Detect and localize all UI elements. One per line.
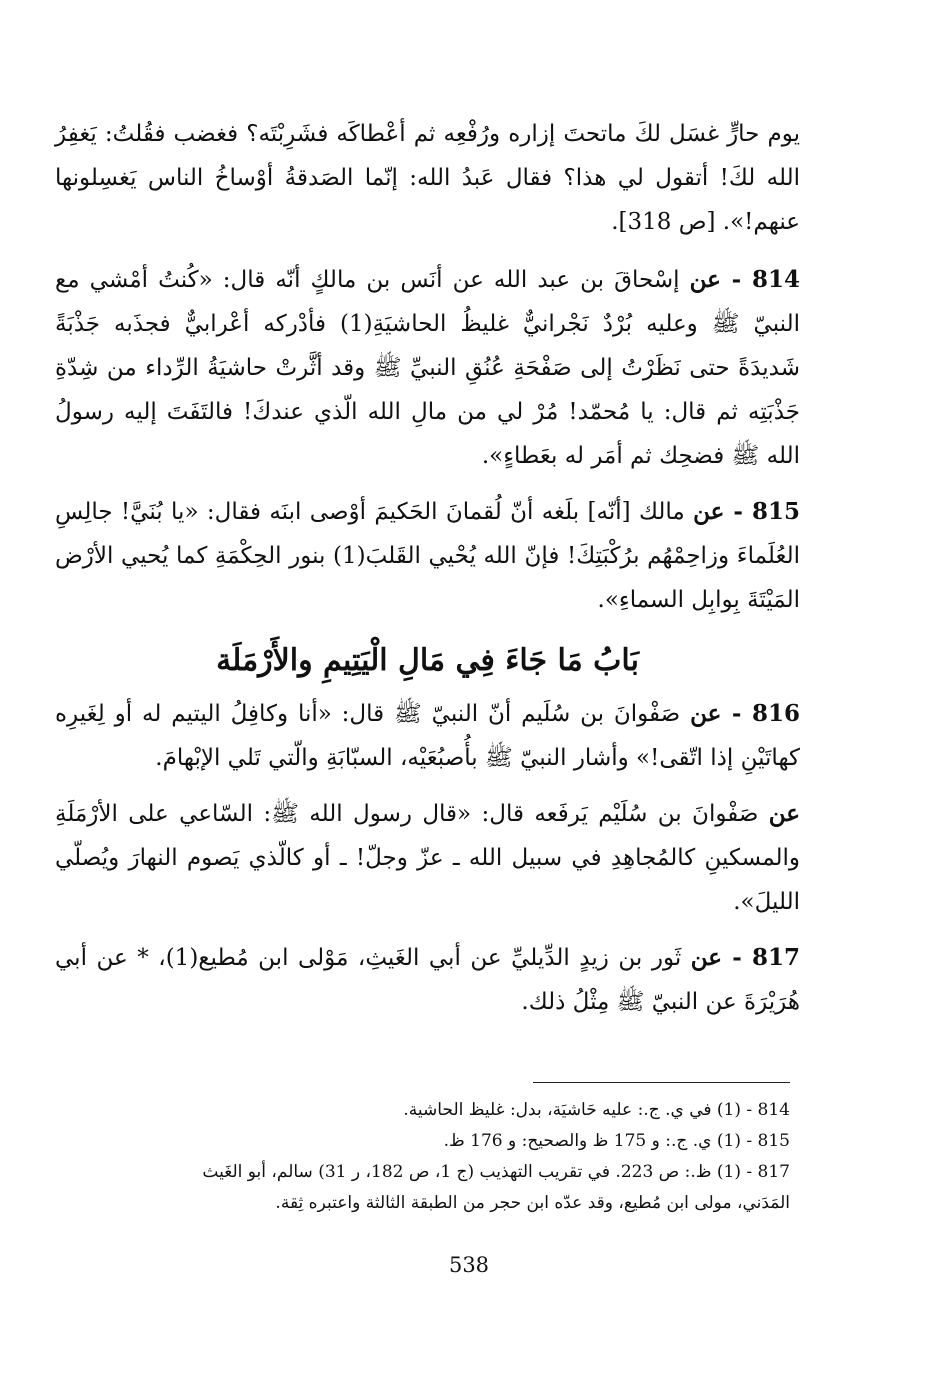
hadith-text: ثَور بن زيدٍ الدِّيليِّ عن أبي الغَيثِ، مَوْلى ابن مُطيع(1)، * عن أبي هُرَيْرَةَ عن النبيّ ﷺ مِثْلُ ذلك. [55, 945, 800, 1015]
hadith-text: مالك [أنّه] بلَغه أنّ لُقمانَ الحَكيمَ أوْصى ابنَه فقال: «يا بُنَيَّ! جالِسِ العُلَماءَ وزاحِمْهُم برُكْبَتِكَ! فإنّ الله يُحْيي القَلبَ(1) بنور الحِكْمَةِ كما يُحيي الأرْض المَيْتَةَ بِوابِل السماءِ». [55, 499, 800, 613]
hadith-lead: - عن [689, 266, 752, 293]
hadith-text: صَفْوانَ بن سُلَيْم يَرفَعه قال: «قال رسول الله ﷺ: السّاعي على الأرْمَلَةِ والمسكينِ كالمُجاهِدِ في سبيل الله ـ عزّ وجلّ! ـ أو كالّذي يَصوم النهارَ ويُصلّي الليلَ». [55, 801, 800, 915]
hadith-number: 816 [751, 700, 800, 727]
footnote-815: 815 - (1) ي. ج.: و 175 ظ والصحيح: و 176 ظ. [443, 1131, 790, 1151]
hadith-number: 817 [752, 944, 801, 971]
footnote-817: 817 - (1) ظ.: ص 223. في تقريب التهذيب (ج 1، ص 182، ر 31) سالم، أبو الغَيث [202, 1162, 790, 1182]
hadith-814 [55, 258, 800, 478]
hadith-lead: - عن [690, 700, 752, 727]
hadith-lead: - عن [690, 944, 752, 971]
footnote-separator [533, 1082, 790, 1083]
footnote-817-continuation: المَدَني، مولى ابن مُطيع، وقد عدّه ابن حجر من الطبقة الثالثة واعتبره ثِقة. [275, 1193, 790, 1213]
footnote-814: 814 - (1) في ي. ج.: عليه حَاشيَة، بدل: غليظ الحاشية. [403, 1100, 790, 1120]
page-body [55, 112, 800, 1036]
hadith-text: صَفْوانَ بن سُلَيم أنّ النبيّ ﷺ قال: «أنا وكافِلُ اليتيم له أو لِغَيرِه كهاتَيْنِ إذا اتّقى!» وأشار النبيّ ﷺ بأُصبُعَيْه، السبّابَةِ والّتي تَلي الإبْهامَ. [55, 701, 800, 771]
page-number: 538 [448, 1253, 490, 1277]
hadith-number: 815 [751, 498, 800, 525]
hadith-lead: - عن [693, 498, 752, 525]
chapter-heading: بَابُ مَا جَاءَ فِي مَالِ الْيَتِيمِ والأَرْمَلَة [216, 643, 639, 678]
hadith-lead: عن [768, 800, 800, 827]
hadith-number: 814 [751, 266, 800, 293]
hadith-817 [55, 936, 800, 1024]
footnotes [120, 1095, 790, 1219]
hadith-816-variant [55, 792, 800, 924]
paragraph-continuation: يوم حارٍّ غسَل لكَ ماتحتَ إزاره ورُفْعِه ثم أعْطاكَه فشَرِبْتَه؟ فغضب فقُلتُ: يَغفِرُ الله لكَ! أتقول لي هذا؟ فقال عَبدُ الله: إنّما الصَدقةُ أوْساخُ الناس يَغسِلونها عنهم!». [ص 318]. [55, 121, 800, 235]
hadith-815 [55, 490, 800, 622]
hadith-816 [55, 692, 800, 780]
hadith-text: إسْحاقَ بن عبد الله عن أنَس بن مالكٍ أنّه قال: «كُنتُ أمْشي مع النبيّ ﷺ وعليه بُرْدٌ نَجْرانيٌّ غليظُ الحاشيَةِ(1) فأدْركه أعْرابيٌّ فجذَبه جَذْبَةً شَديدَةً حتى نَظَرْتُ إلى صَفْحَةِ عُنُقِ النبيِّ ﷺ وقد أثَّرتْ حاشيَةُ الرِّداء من شِدّةِ جَذْبَتِه ثم قال: يا مُحمّد! مُرْ لي من مالِ الله الّذي عندكَ! فالتَفَتَ إليه رسولُ الله ﷺ فضحِك ثم أمَر له بعَطاءٍ». [55, 267, 801, 469]
